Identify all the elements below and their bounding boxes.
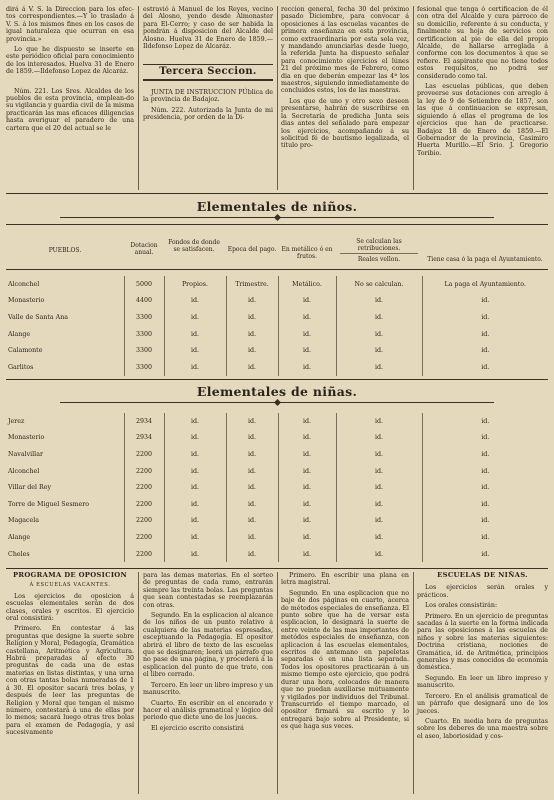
- cell-pueblo: Monasterio: [6, 293, 124, 310]
- table-row: [6, 309, 548, 326]
- column-rule: [138, 572, 139, 794]
- cell-dotacion: 3300: [124, 359, 164, 376]
- section-rule: [6, 193, 548, 194]
- section-rule: [6, 568, 548, 569]
- cell-epoca: id.: [226, 326, 278, 343]
- paragraph: Primero. En escribir una plana en letra magistral.: [281, 572, 409, 587]
- cell-pago: id.: [481, 363, 490, 371]
- cell-reales: id.: [336, 479, 422, 496]
- cell-fondos: id.: [164, 529, 226, 546]
- cell-pueblo: Magacela: [6, 513, 124, 530]
- cell-epoca: id.: [226, 479, 278, 496]
- cell-reales: id.: [336, 430, 422, 447]
- bottom-column-4: [417, 572, 548, 743]
- cell-dotacion: 2200: [124, 529, 164, 546]
- cell-fondos: Propios.: [164, 276, 226, 293]
- cell-epoca: Trimestre.: [226, 276, 278, 293]
- cell-metalico: id.: [278, 326, 336, 343]
- paragraph: dirá á V. S. la Direccion para los efec-tos correspondientes.—Y lo traslado á V. S. á los mismos fines en los casos de igual naturaleza que ocurran en esa provincia.»: [6, 6, 134, 43]
- cell-pueblo: Jerez: [6, 413, 124, 430]
- table-title-ninas: Elementales de niñas.: [196, 384, 358, 399]
- cell-fondos: id.: [164, 479, 226, 496]
- cell-epoca: id.: [226, 463, 278, 480]
- cell-epoca: id.: [226, 359, 278, 376]
- paragraph: reccion general, fecha 30 del próximo pasado Diciembre, para convocar á oposiciones á las escuelas vacantes de primera enseñanza en esta provincia, como extraordinaria por esta sola vez, y mandando anunciarlas desde luego, la referida Junta ha dispuesto señalar para conocimiento ejercicios el lúnes 21 del próximo mes de Febrero, como dia en que deberán empezar las 4ª los maestros, siguiendo inmediatamente de concluidos estos, los de las maestras.: [281, 6, 409, 95]
- cell-dotacion: 2200: [124, 463, 164, 480]
- cell-reales: id.: [336, 546, 422, 563]
- cell-metalico: id.: [278, 546, 336, 563]
- cell-epoca: id.: [226, 496, 278, 513]
- cell-epoca: id.: [226, 309, 278, 326]
- column-rule: [413, 6, 414, 190]
- bottom-column-2: [143, 572, 273, 735]
- cell-fondos: id.: [164, 496, 226, 513]
- paragraph: Tercero. En leer un libro impreso y un manuscrito.: [143, 681, 273, 697]
- table-row: [6, 479, 548, 496]
- paragraph: Núm. 222. Autorizada la Junta de mi presidencia, por orden de la Di-: [143, 106, 273, 122]
- cell-fondos: id.: [164, 309, 226, 326]
- table-header-rule-top: [6, 224, 548, 225]
- cell-pago: id.: [481, 434, 490, 442]
- table-row: [6, 276, 548, 293]
- header-fondos: Fondos de donde se satisfacen.: [168, 239, 220, 253]
- table-row: [6, 463, 548, 480]
- cell-pago: id.: [481, 297, 490, 305]
- divider: [143, 64, 273, 65]
- cell-fondos: id.: [164, 342, 226, 359]
- cell-dotacion: 3300: [124, 326, 164, 343]
- header-reales: Reales vellon.: [357, 256, 401, 263]
- cell-fondos: id.: [164, 463, 226, 480]
- table-row: [6, 430, 548, 447]
- cell-metalico: id.: [278, 430, 336, 447]
- cell-epoca: id.: [226, 446, 278, 463]
- paragraph: Primero. En un ejercicio de preguntas sacadas á la suerte en la forma indicada para las oposiciones á las escuelas de niños y sobre las materias siguientes: Doctrina cristiana, nociones de Gramática, id. de Aritmética, principios generales y mas conocidos de economía doméstica.: [417, 612, 548, 672]
- cell-pago: La paga el Ayuntamiento.: [444, 280, 526, 288]
- cell-metalico: id.: [278, 496, 336, 513]
- section-rule: [6, 379, 548, 380]
- cell-pueblo: Garlitos: [6, 359, 124, 376]
- table-title-ninos: Elementales de niños.: [196, 199, 358, 214]
- paragraph: Primero. En contestar á las preguntas que designe la suerte sobre Religion y Moral, Pedagogía, Gramática castellana, Aritmética y Agricultura. Habrá preparadas al efecto 30 preguntas de cada una de estas materias en listas distintas, y una urna con otras tantas bolas numeradas de 1 á 30. El opositor sacará tres bolas, y después de leer las preguntas de Religion y Moral que tengan el mismo número, contestará á una de ellas por lo menos; sacará luego otras tres bolas para el examen de Pedagogía, y así sucesivamente: [6, 625, 134, 737]
- cell-metalico: id.: [278, 293, 336, 310]
- cell-pueblo: Alange: [6, 529, 124, 546]
- cell-fondos: id.: [164, 546, 226, 563]
- cell-metalico: id.: [278, 446, 336, 463]
- cell-pago: id.: [481, 347, 490, 355]
- column-rule: [413, 572, 414, 794]
- top-column-4: [417, 6, 548, 160]
- cell-reales: id.: [336, 513, 422, 530]
- table-row: [6, 359, 548, 376]
- paragraph: Cuarto. En media hora de preguntas sobre los deberes de una maestra sobre el aseo, laboriosidad y cos-: [417, 717, 548, 740]
- top-column-3: [281, 6, 409, 153]
- program-subheading: Á ESCUELAS VACANTES.: [29, 582, 111, 589]
- cell-dotacion: 5000: [124, 276, 164, 293]
- cell-fondos: id.: [164, 430, 226, 447]
- header-metalico: En metálico ó en frutos.: [281, 246, 333, 260]
- paragraph: Segundo. En la esplicacion al alcance de los niños de un punto relativo á cualquiera de las materias espresadas, esceptuando la Pedagogía. El opositor abrirá el libro de texto de las escuelas que se designaren; leerá un párrafo que no pase de una página, y procederá á la esplicacion del punto de que trate, con el libro cerrado.: [143, 612, 273, 679]
- table-row: [6, 546, 548, 563]
- table-row: [6, 446, 548, 463]
- cell-reales: id.: [336, 529, 422, 546]
- cell-fondos: id.: [164, 359, 226, 376]
- paragraph: Los ejercicios serán orales y prácticos.: [417, 584, 548, 599]
- cell-pago: id.: [481, 533, 490, 541]
- column-rule: [138, 6, 139, 190]
- program-heading: PROGRAMA DE OPOSICION: [12, 571, 128, 579]
- column-rule: [277, 572, 278, 794]
- bottom-column-3: [281, 572, 409, 734]
- top-column-2: [143, 6, 273, 124]
- cell-reales: No se calculan.: [336, 276, 422, 293]
- table-header-rule-bottom: [6, 269, 548, 270]
- cell-pueblo: Navalvillar: [6, 446, 124, 463]
- table-row: [6, 413, 548, 430]
- table-ninos: [6, 276, 548, 376]
- ornament-rule: [0, 401, 554, 405]
- cell-metalico: id.: [278, 359, 336, 376]
- cell-pueblo: Torre de Miguel Sesmero: [6, 496, 124, 513]
- cell-fondos: id.: [164, 413, 226, 430]
- cell-pago: id.: [481, 550, 490, 558]
- cell-dotacion: 3300: [124, 309, 164, 326]
- cell-metalico: id.: [278, 529, 336, 546]
- cell-dotacion: 2200: [124, 496, 164, 513]
- cell-metalico: Metálico.: [278, 276, 336, 293]
- paragraph: Cuarto. En escribir en el encerado y hacer el análisis gramatical y lógico del periodo que dicte uno de los jueces.: [143, 699, 273, 722]
- cell-epoca: id.: [226, 513, 278, 530]
- cell-metalico: id.: [278, 513, 336, 530]
- header-subrule: [340, 253, 418, 254]
- cell-epoca: id.: [226, 413, 278, 430]
- table-row: [6, 496, 548, 513]
- cell-reales: id.: [336, 309, 422, 326]
- cell-fondos: id.: [164, 513, 226, 530]
- paragraph: Tercero. En el análisis gramatical de un párrafo que designará uno de los jueces.: [417, 692, 548, 715]
- bottom-column-1: [6, 572, 134, 740]
- cell-pueblo: Calamonte: [6, 342, 124, 359]
- ornament-rule: [0, 216, 554, 220]
- header-pueblos: PUEBLOS.: [48, 247, 82, 254]
- cell-reales: id.: [336, 463, 422, 480]
- table-row: [6, 293, 548, 310]
- ninas-program-heading: ESCUELAS DE NIÑAS.: [437, 571, 528, 579]
- cell-reales: id.: [336, 496, 422, 513]
- cell-dotacion: 2934: [124, 430, 164, 447]
- cell-epoca: id.: [226, 293, 278, 310]
- paragraph: Núm. 221. Los Sres. Alcaldes de los pueblos de esta provincia, emplean-do su vigilancia y guardia civil de la misma practicarán las mas eficaces diligencias hasta averiguar el paradero de una cartera que el 20 del actual se le: [6, 87, 134, 132]
- cell-metalico: id.: [278, 342, 336, 359]
- cell-reales: id.: [336, 293, 422, 310]
- header-epoca: Epoca del pago.: [227, 246, 277, 253]
- paragraph: Las escuelas públicas, que deben proveerse sus dotaciones con arreglo á la ley de 9 de Setiembre de 1857, son las que á continuacion se expresan, siguiendo á ellas el programa de los ejercicios que han de practicarse. Badajoz 18 de Enero de 1859.—El Gobernador de la provincia, Casimiro Huerta Murillo.—El Srio. J. Gregorio Toribio.: [417, 83, 548, 157]
- cell-pago: id.: [481, 330, 490, 338]
- cell-dotacion: 4400: [124, 293, 164, 310]
- paragraph: Lo que he dispuesto se inserte en este periódico oficial para conocimiento de los interesados. Huelva 31 de Enero de 1859.—Ildefonso Lopez de Alcaráz.: [6, 46, 134, 76]
- header-retribuciones: Se calculan las retribuciones.: [356, 238, 402, 252]
- cell-metalico: id.: [278, 309, 336, 326]
- cell-fondos: id.: [164, 293, 226, 310]
- cell-pueblo: Cheles: [6, 546, 124, 563]
- paragraph: Los orales consistirán:: [425, 602, 498, 610]
- section-title: Tercera Seccion.: [159, 66, 257, 78]
- cell-reales: id.: [336, 326, 422, 343]
- table-row: [6, 326, 548, 343]
- header-dotacion: Dotacion anual.: [130, 242, 158, 256]
- paragraph: Los que de uno y otro sexo deseen presentarse, habrán de suscribirse en la Secretaría de predicha Junta seis dias antes del señalado para empezar los ejercicios, acompañando á su solicitud fé de bautismo legalizada, el título pro-: [281, 97, 409, 150]
- table-row: [6, 513, 548, 530]
- paragraph: JUNTA DE INSTRUCCION PÚblica de la provincia de Badajoz.: [143, 88, 273, 104]
- cell-pago: id.: [481, 500, 490, 508]
- cell-dotacion: 2200: [124, 446, 164, 463]
- cell-fondos: id.: [164, 326, 226, 343]
- cell-epoca: id.: [226, 529, 278, 546]
- table-row: [6, 342, 548, 359]
- cell-reales: id.: [336, 446, 422, 463]
- paragraph: El ejercicio escrito consistirá: [151, 724, 244, 732]
- table-ninas: [6, 413, 548, 562]
- cell-pueblo: Valle de Santa Ana: [6, 309, 124, 326]
- top-column-1: [6, 6, 134, 135]
- cell-dotacion: 3300: [124, 342, 164, 359]
- cell-epoca: id.: [226, 546, 278, 563]
- cell-metalico: id.: [278, 479, 336, 496]
- cell-pueblo: Monasterio: [6, 430, 124, 447]
- cell-pueblo: Alange: [6, 326, 124, 343]
- cell-pago: id.: [481, 517, 490, 525]
- cell-pago: id.: [481, 467, 490, 475]
- paragraph: Segundo. En una esplicacion que no baje de dos páginas en cuarto, acerca de métodos especiales de enseñanza. El punto sobre que ha de versar esta esplicacion, lo designará la suerte de entre veinte de las mas importantes de metódos especiales de enseñanza, con aplicacion á las escuelas elementales, escritos de antemano en papeletas separadas ó en una lista separada. Todos los opositores practicarán á un mismo tiempo este ejercicio, que podrá durar una hora, colocados de manera que no puedan auxiliarse mútuamente y vigilados por individuos del Tribunal. Transcurrido el tiempo marcado, el opositor firmará su escrito y lo entregará bajo sobre al Presidente, si es que haga sus veces.: [281, 589, 409, 731]
- cell-metalico: id.: [278, 413, 336, 430]
- cell-epoca: id.: [226, 430, 278, 447]
- paragraph: estravió á Manuel de los Reyes, vecino del Alosno, yendo desde Almonaster para El-Cerro; y caso de ser habida la pondrán á disposicion del Alcalde del Alosno. Huelva 31 de Enero de 1859.—Ildefonso Lopez de Alcaráz.: [143, 6, 273, 51]
- table-row: [6, 529, 548, 546]
- paragraph: para las demas materias. En el sorteo de preguntas de cada ramo, entrarán siempre las treinta bolas. Las preguntas que sean contestadas se reemplazarán con otras.: [143, 572, 273, 609]
- cell-pueblo: Alconchel: [6, 463, 124, 480]
- cell-pueblo: Villar del Rey: [6, 479, 124, 496]
- cell-pueblo: Alconchel: [6, 276, 124, 293]
- paragraph: fesional que tenga ó certificacion de él con otra del Alcalde y cura párroco de su domicilio, referente á su conducta, y finalmente su hoja de servicios con certificacion al pie de ella del propio Alcalde, de hallarse arreglada á conforme con los documentos á que se refiere. El aspirante que no tiene todos estos requisitos, no podrá ser considerado como tal.: [417, 6, 548, 80]
- cell-fondos: id.: [164, 446, 226, 463]
- cell-pago: id.: [481, 417, 490, 425]
- cell-pago: id.: [481, 450, 490, 458]
- cell-pago: id.: [481, 484, 490, 492]
- cell-epoca: id.: [226, 342, 278, 359]
- header-pago: Tiene casa ó la paga el Ayuntamiento.: [427, 256, 543, 263]
- cell-metalico: id.: [278, 463, 336, 480]
- cell-pago: id.: [481, 313, 490, 321]
- cell-dotacion: 2934: [124, 413, 164, 430]
- divider: [143, 79, 273, 81]
- cell-reales: id.: [336, 359, 422, 376]
- cell-dotacion: 2200: [124, 546, 164, 563]
- column-rule: [277, 6, 278, 190]
- cell-dotacion: 2200: [124, 513, 164, 530]
- cell-reales: id.: [336, 413, 422, 430]
- cell-reales: id.: [336, 342, 422, 359]
- paragraph: Los ejercicios de oposicion á escuelas elementales serán de dos clases, orales y escritos. El ejercicio oral consistirá:: [6, 592, 134, 623]
- cell-dotacion: 2200: [124, 479, 164, 496]
- paragraph: Segundo. En leer un libro impreso y manuscrito.: [417, 674, 548, 690]
